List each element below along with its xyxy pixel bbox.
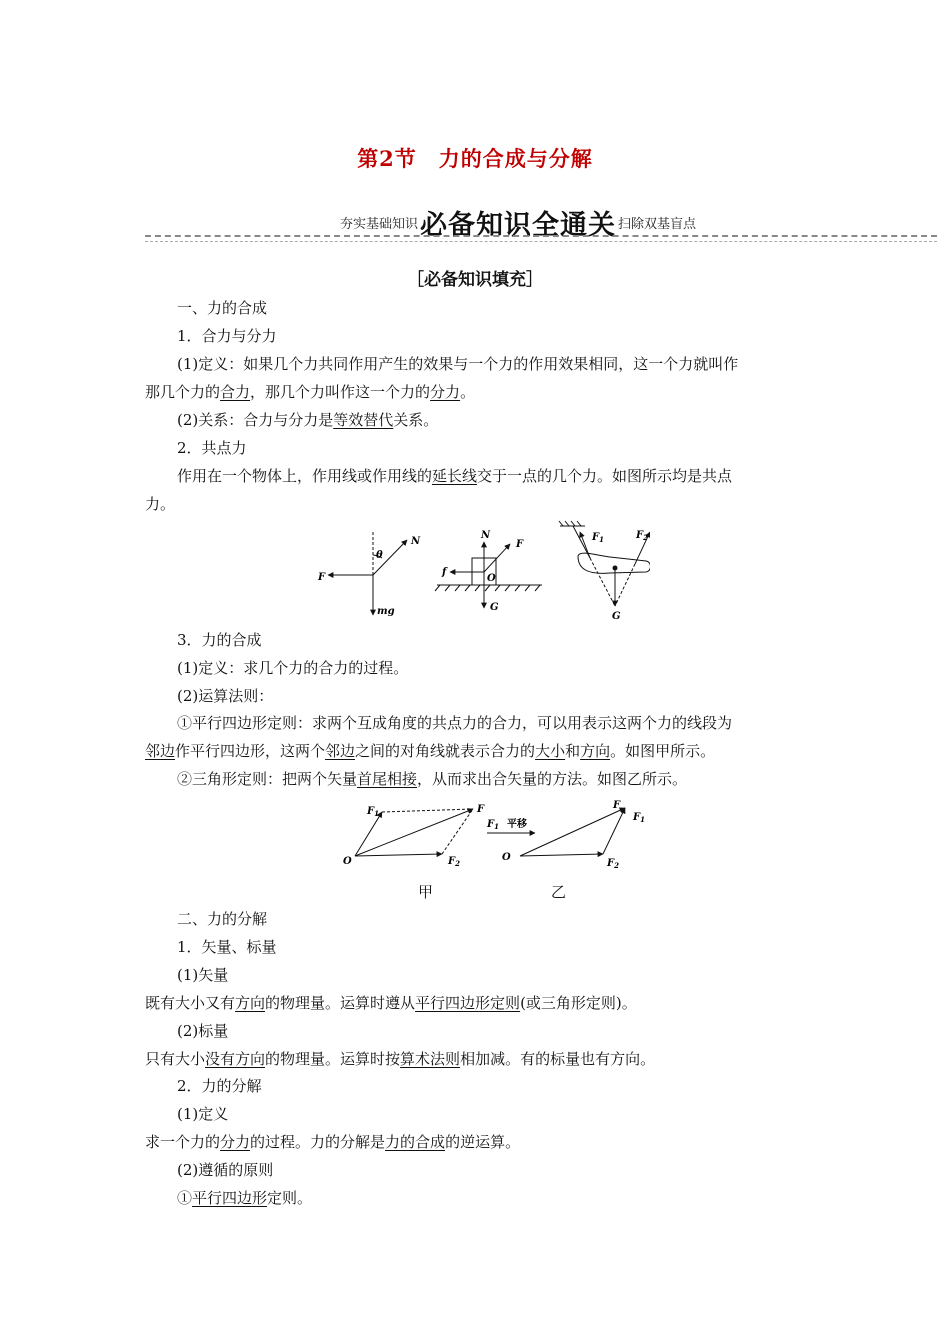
label-F: F (516, 539, 524, 550)
heading-force-composition: 一、力的合成 (177, 299, 268, 317)
subheading-resultant-component: 1．合力与分力 (177, 327, 277, 345)
label-F: F (318, 572, 326, 583)
label-F1: $F_1$ (592, 532, 604, 544)
page-title: 第2节 力的合成与分解 (357, 146, 593, 171)
principle-parallelogram: ①平行四边形定则。 (177, 1189, 313, 1207)
label-f: f (442, 567, 447, 578)
vector-heading: (1)矢量 (177, 966, 229, 984)
parallelogram-rule-line-1: ①平行四边形定则：求两个互成角度的共点力的合力，可以用表示这两个力的线段为 (177, 714, 733, 732)
parallelogram-rule-line-2: 邻边作平行四边形，这两个邻边之间的对角线就表示合力的大小和方向。如图甲所示。 (145, 742, 716, 760)
label-G: G (612, 611, 621, 622)
label-F: F (613, 800, 621, 811)
scalar-heading: (2)标量 (177, 1022, 229, 1040)
section-heading: ［必备知识填充］ (407, 270, 543, 290)
triangle-rule-line: ②三角形定则：把两个矢量首尾相接，从而求出合矢量的方法。如图乙所示。 (177, 770, 688, 788)
label-F2: $F_2$ (636, 530, 648, 542)
label-F: F (477, 804, 485, 815)
label-N: N (411, 536, 421, 547)
label-O: O (502, 852, 511, 863)
label-F2: $F_2$ (448, 856, 460, 868)
composition-definition: (1)定义：求几个力的合力的过程。 (177, 659, 409, 677)
section-banner (340, 203, 696, 239)
label-mg: mg (377, 606, 395, 617)
label-O: O (487, 573, 496, 584)
concurrent-forces-line-1: 作用在一个物体上，作用线或作用线的延长线交于一点的几个力。如图所示均是共点 (177, 467, 733, 485)
label-theta: θ (376, 550, 383, 561)
caption-jia: 甲 (418, 883, 434, 901)
figure-b (435, 530, 542, 613)
subheading-composition: 3．力的合成 (177, 631, 262, 649)
label-F1: $F_1$ (367, 806, 379, 818)
subheading-decomposition: 2．力的分解 (177, 1077, 262, 1095)
decomposition-definition: 求一个力的分力的过程。力的分解是力的合成的逆运算。 (145, 1133, 521, 1151)
label-N: N (481, 530, 491, 541)
relationship-line: (2)关系：合力与分力是等效替代关系。 (177, 411, 439, 429)
banner-divider-secondary (145, 241, 937, 242)
scalar-definition: 只有大小没有方向的物理量。运算时按算术法则相加减。有的标量也有方向。 (145, 1050, 656, 1068)
definition-line-1: (1)定义：如果几个力共同作用产生的效果与一个力的作用效果相同，这一个力就叫作 (177, 355, 739, 373)
banner-right-text: 扫除双基盲点 (618, 217, 697, 232)
heading-force-decomposition: 二、力的分解 (177, 910, 268, 928)
figure-jia (343, 804, 485, 868)
banner-divider (145, 235, 937, 237)
label-translate-F1: $F_1$ (487, 819, 499, 831)
translate-label (486, 817, 535, 833)
definition-line-2: 那几个力的合力，那几个力叫作这一个力的分力。 (145, 383, 476, 401)
principle-heading: (2)遵循的原则 (177, 1161, 274, 1179)
subheading-concurrent-forces: 2．共点力 (177, 439, 247, 457)
concurrent-forces-line-2: 力。 (145, 495, 176, 513)
label-O: O (343, 856, 352, 867)
concurrent-forces-figure (310, 520, 650, 625)
vector-definition: 既有大小又有方向的物理量。运算时遵从平行四边形定则(或三角形定则)。 (145, 994, 637, 1012)
operation-rules: (2)运算法则： (177, 687, 274, 705)
caption-yi: 乙 (551, 883, 567, 901)
banner-center-text: 必备知识全通关 (420, 210, 617, 241)
label-translate: 平移 (507, 819, 527, 830)
label-G: G (490, 602, 499, 613)
vector-rules-figure (335, 796, 655, 874)
label-F1: $F_1$ (633, 812, 645, 824)
decomposition-definition-heading: (1)定义 (177, 1105, 229, 1123)
figure-a (317, 532, 421, 617)
figure-yi (502, 800, 645, 870)
banner-left-text: 夯实基础知识 (340, 217, 419, 232)
figure-c (559, 521, 650, 622)
label-F2: $F_2$ (607, 858, 619, 870)
subheading-vector-scalar: 1．矢量、标量 (177, 938, 277, 956)
